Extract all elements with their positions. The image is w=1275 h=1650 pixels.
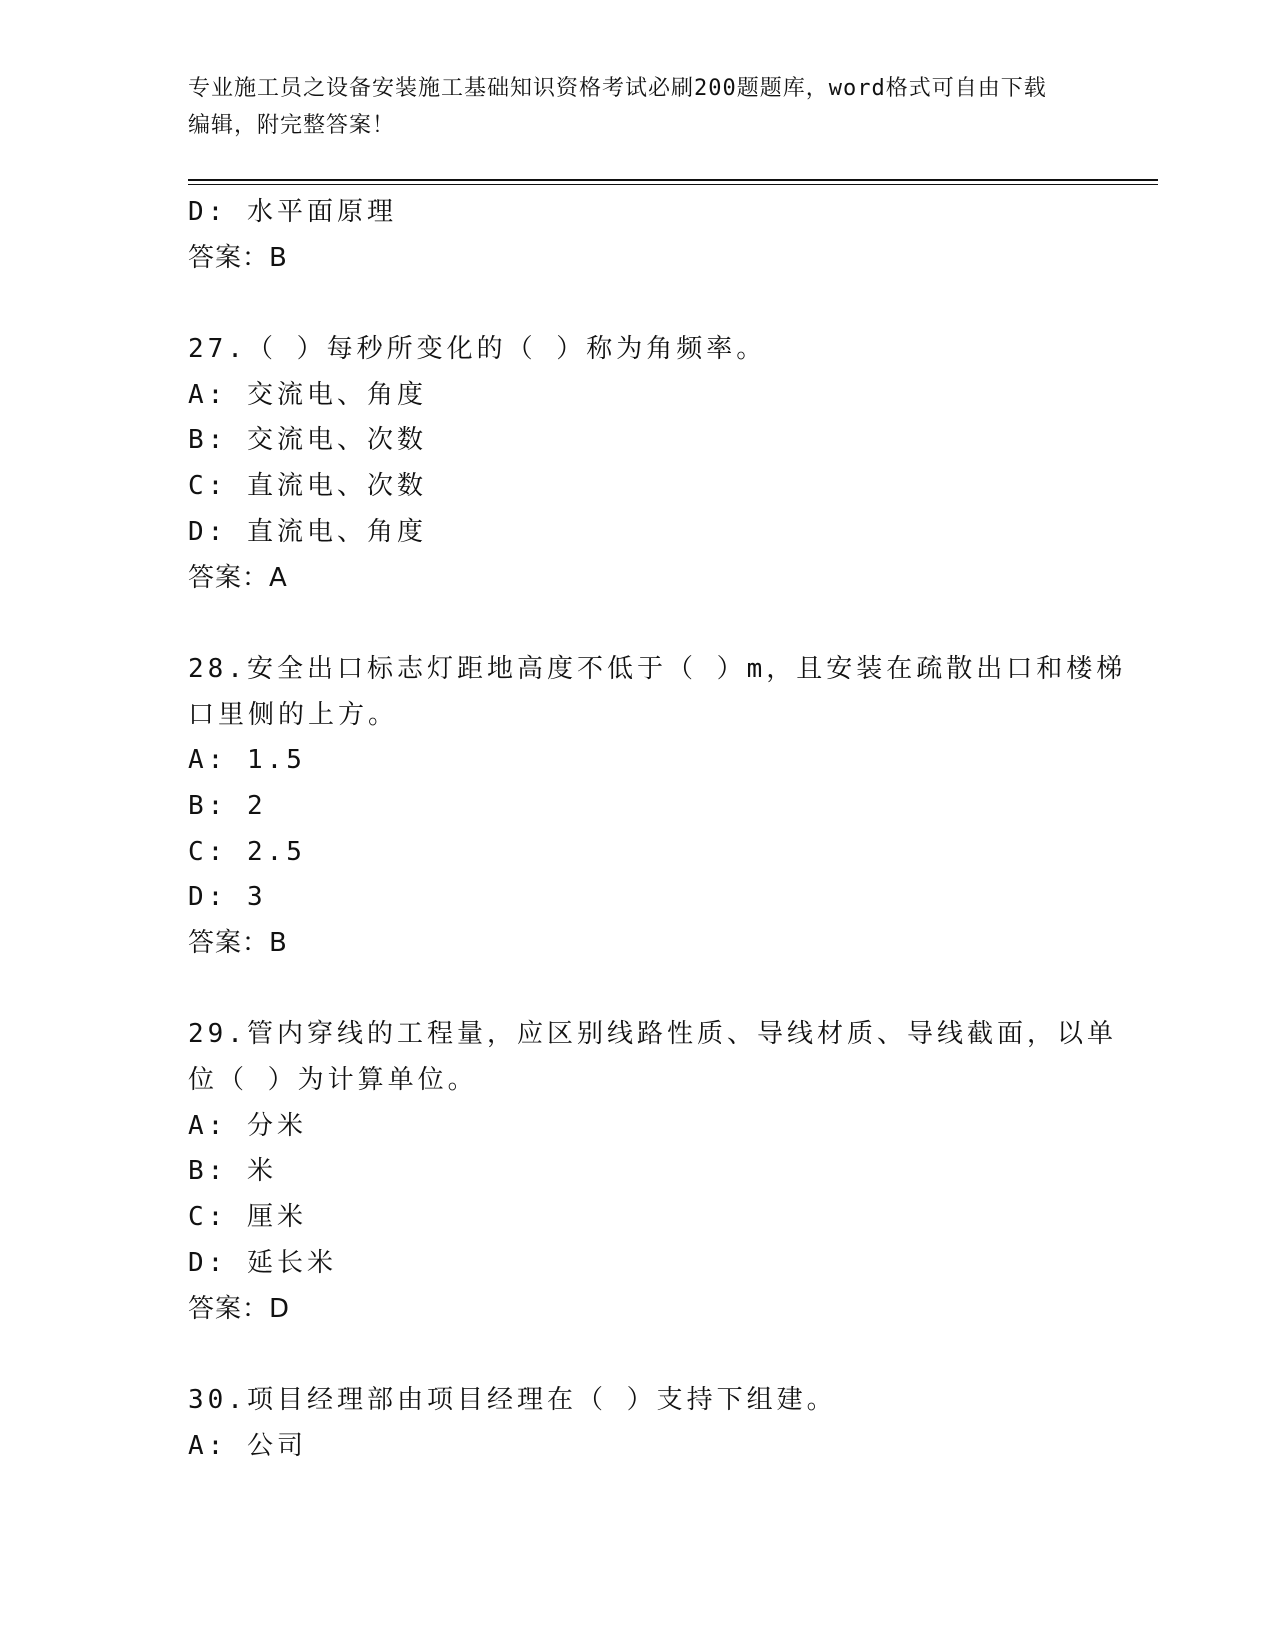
q27-option-d: D: 直流电、角度 — [188, 516, 427, 547]
q27-answer: 答案：A — [188, 562, 288, 593]
q28-option-a: A: 1.5 — [188, 745, 306, 776]
q29-answer: 答案：D — [188, 1293, 291, 1324]
q29-option-d: D: 延长米 — [188, 1247, 337, 1278]
q29-option-a: A: 分米 — [188, 1110, 307, 1141]
q28-option-c: C: 2.5 — [188, 836, 306, 867]
q30-option-a: A: 公司 — [188, 1430, 307, 1461]
question-list — [188, 190, 1127, 1469]
header-rule-thin — [188, 184, 1158, 185]
q29-option-c: C: 厘米 — [188, 1202, 307, 1233]
q29-option-b: B: 米 — [188, 1156, 277, 1187]
q29-stem-line2: 位（ ）为计算单位。 — [188, 1065, 478, 1096]
q28-answer: 答案：B — [188, 928, 288, 958]
q27-stem: 27.（ ）每秒所变化的（ ）称为角频率。 — [188, 334, 767, 365]
q28-stem-line1: 28.安全出口标志灯距地高度不低于（ ）m，且安装在疏散出口和楼梯 — [188, 653, 1127, 684]
q27-option-b: B: 交流电、次数 — [188, 425, 427, 456]
q28-option-b: B: 2 — [188, 790, 267, 821]
q28-stem-line2: 口里侧的上方。 — [188, 699, 399, 730]
q27-option-c: C: 直流电、次数 — [188, 471, 427, 502]
q30-stem: 30.项目经理部由项目经理在（ ）支持下组建。 — [188, 1384, 837, 1415]
q26-option-d: D: 水平面原理 — [188, 197, 397, 227]
q27-option-a: A: 交流电、角度 — [188, 379, 427, 410]
q26-answer: 答案：B — [188, 242, 288, 273]
q29-stem-line1: 29.管内穿线的工程量，应区别线路性质、导线材质、导线截面，以单 — [188, 1019, 1117, 1050]
q28-option-d: D: 3 — [188, 882, 267, 913]
header-rule-thick — [188, 179, 1158, 181]
document-header: 专业施工员之设备安装施工基础知识资格考试必刷200题题库，word格式可自由下载编辑，附完整答案！ — [188, 76, 1047, 138]
